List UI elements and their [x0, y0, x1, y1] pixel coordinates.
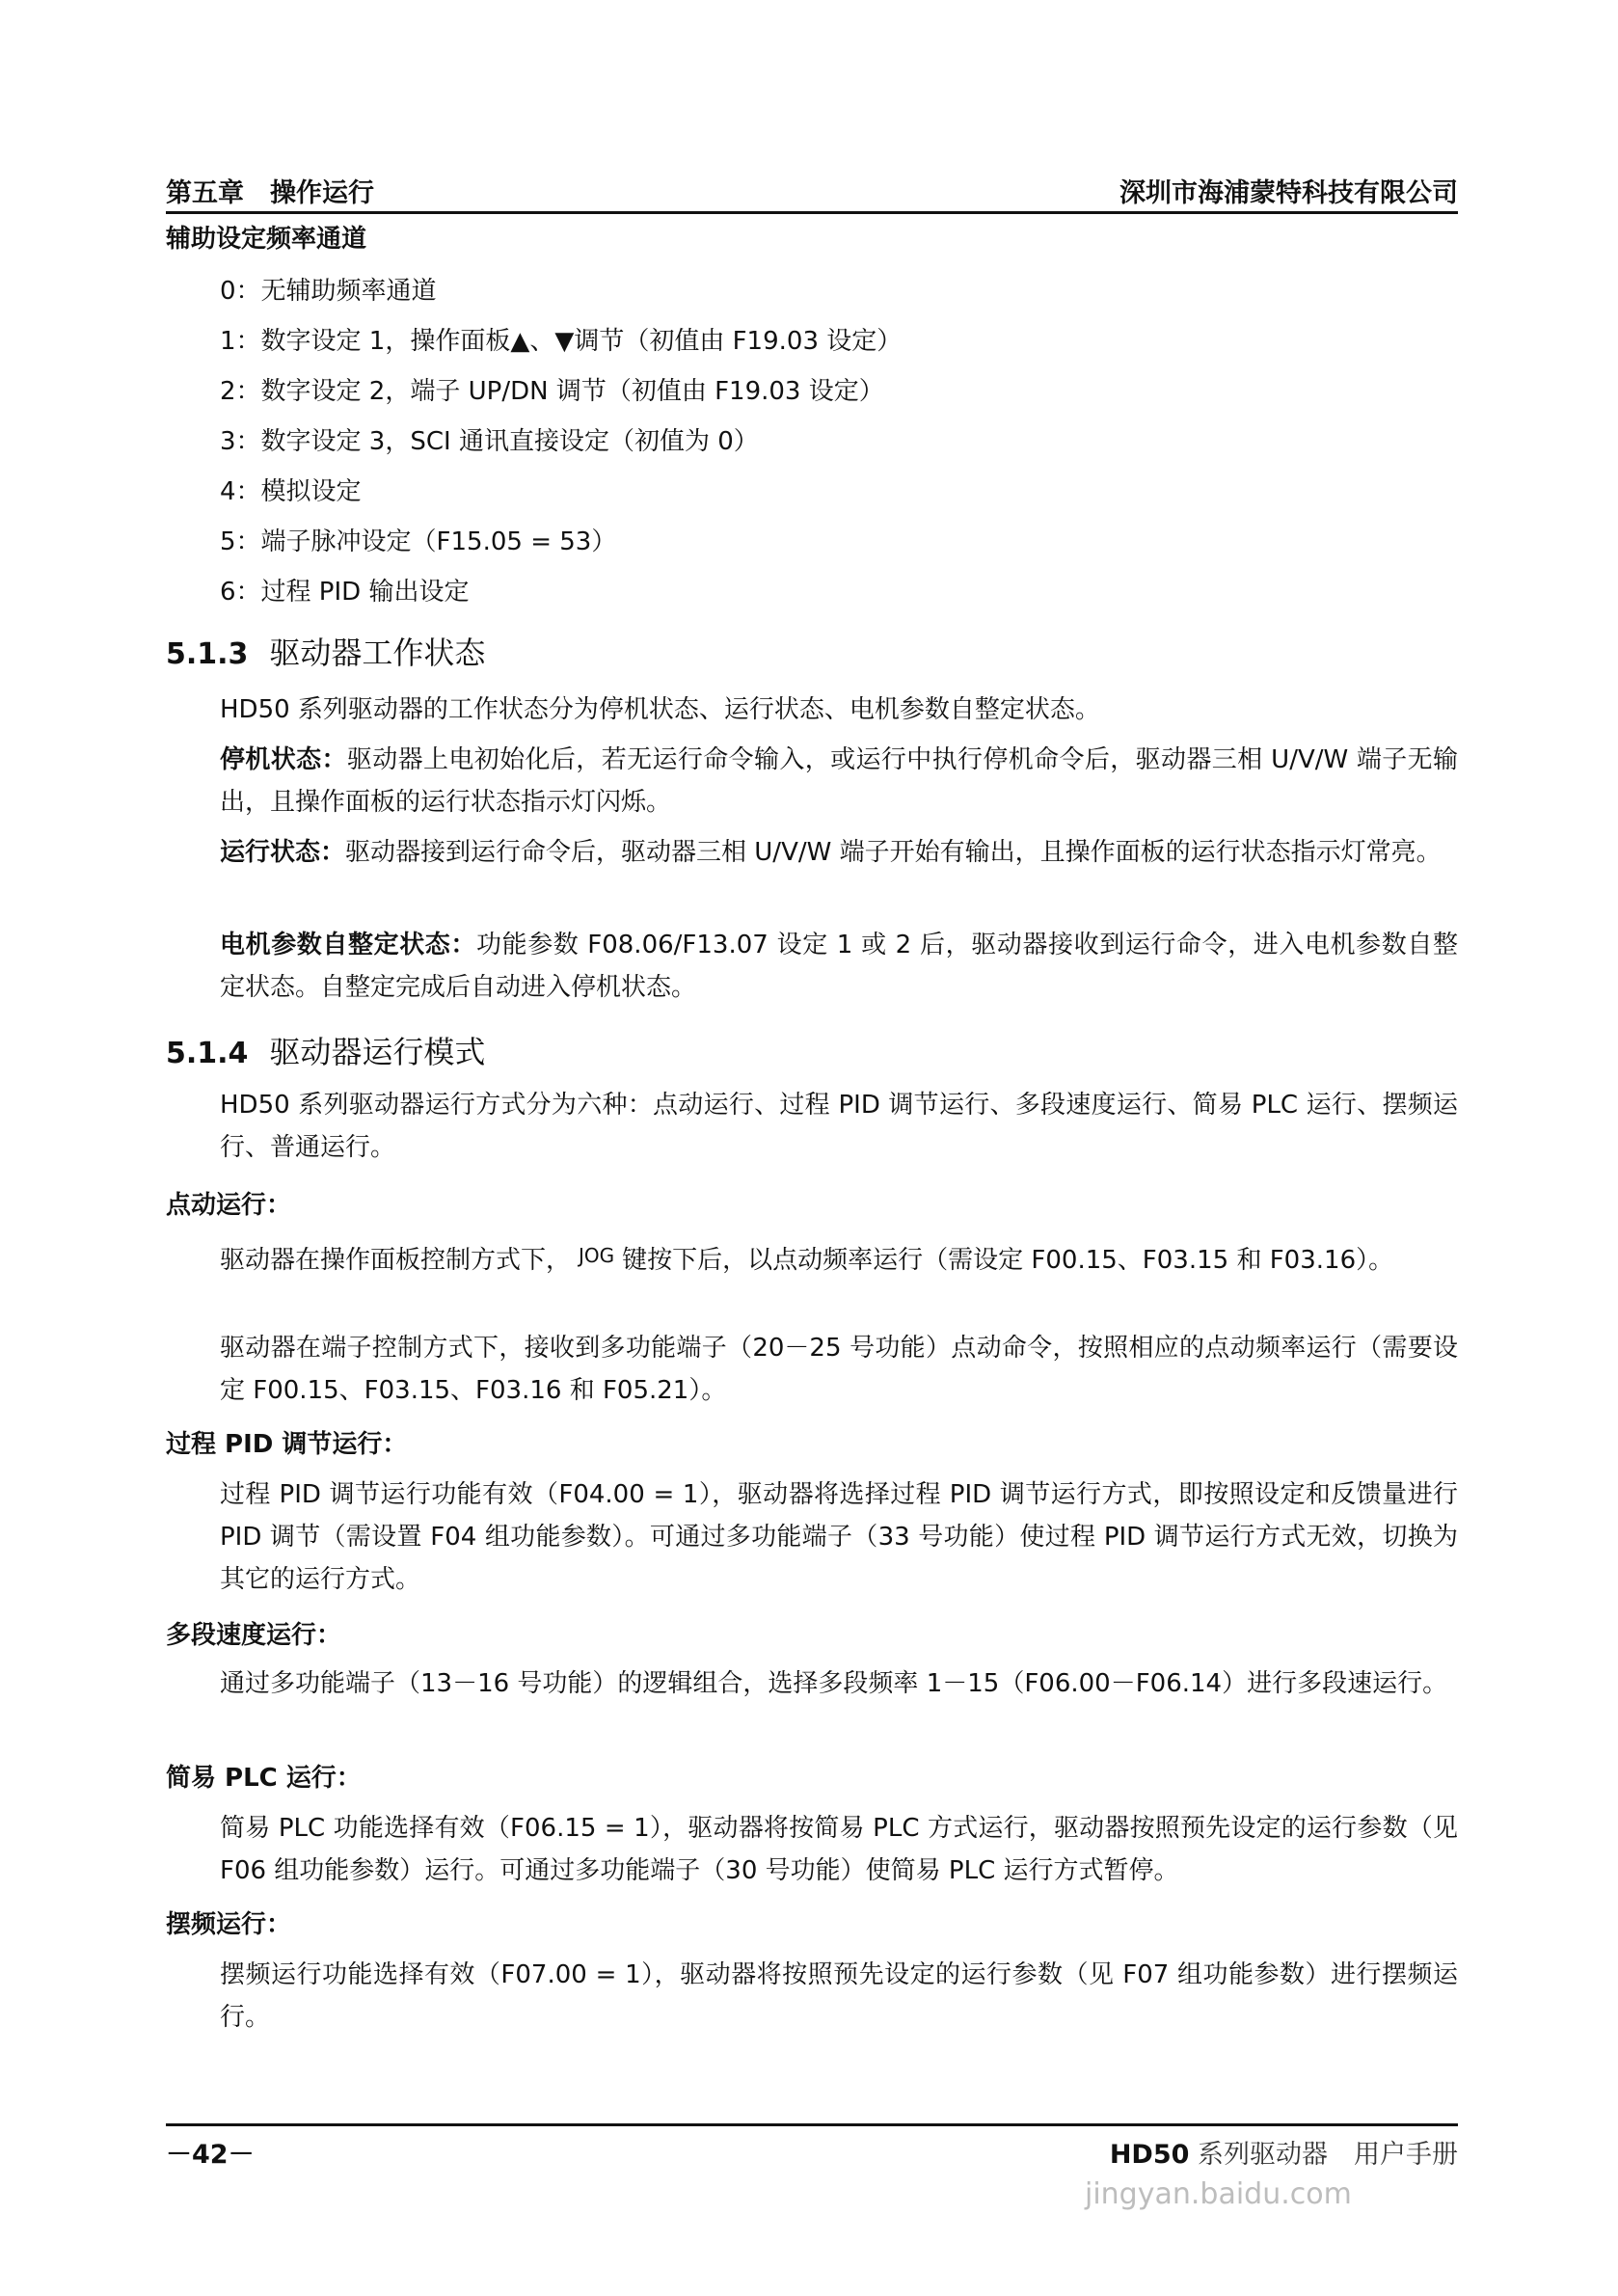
section-number: 5.1.3: [166, 637, 249, 671]
footer-rule: [166, 2123, 1458, 2126]
jog-paragraph-1: [220, 1234, 1458, 1282]
company-name: 深圳市海浦蒙特科技有限公司: [1119, 178, 1458, 208]
aux-item-0: 0：无辅助频率通道: [220, 277, 437, 306]
model-name: HD50: [1109, 2140, 1190, 2170]
chapter-title: 第五章 操作运行: [166, 178, 374, 208]
aux-item-2: 2：数字设定 2，端子 UP/DN 调节（初值由 F19.03 设定）: [220, 377, 884, 406]
aux-item-4: 4：模拟设定: [220, 477, 362, 506]
aux-item-3: 3：数字设定 3，SCI 通讯直接设定（初值为 0）: [220, 427, 759, 456]
pid-title: 过程 PID 调节运行：: [166, 1430, 408, 1459]
plc-paragraph: 简易 PLC 功能选择有效（F06.15 = 1），驱动器将按简易 PLC 方式运行，驱动器按照预先设定的运行参数（见 F06 组功能参数）运行。可通过多功能端子（30 号功能）使简易 PLC 运行方式暂停。: [220, 1814, 1458, 1885]
page-number: －42－: [166, 2140, 255, 2170]
aux-channel-title: 辅助设定频率通道: [166, 225, 367, 254]
wobble-title: 摆频运行：: [166, 1910, 292, 1939]
tune-status-text: 功能参数 F08.06/F13.07 设定 1 或 2 后，驱动器接收到运行命令，进入电机参数自整定状态。自整定完成后自动进入停机状态。: [220, 931, 1458, 1002]
manual-title: [1110, 2133, 1458, 2171]
run-status-paragraph: [220, 831, 1458, 874]
tune-status-paragraph: [220, 924, 1458, 1009]
jog-key-label: JOG: [579, 1244, 615, 1267]
stop-status-label: 停机状态：: [220, 745, 347, 774]
jog-title: 点动运行：: [166, 1191, 292, 1220]
section-title: 驱动器工作状态: [269, 635, 486, 671]
jog-text-pre: 驱动器在操作面板控制方式下，: [220, 1246, 572, 1275]
wobble-paragraph: 摆频运行功能选择有效（F07.00 = 1），驱动器将按照预先设定的运行参数（见 F07 组功能参数）进行摆频运行。: [220, 1960, 1458, 2032]
mode-intro: HD50 系列驱动器运行方式分为六种：点动运行、过程 PID 调节运行、多段速度运行、简易 PLC 运行、摆频运行、普通运行。: [220, 1091, 1458, 1162]
pid-paragraph: 过程 PID 调节运行功能有效（F04.00 = 1），驱动器将选择过程 PID 调节运行方式，即按照设定和反馈量进行 PID 调节（需设置 F04 组功能参数）。可通过多功能端子（33 号功能）使过程 PID 调节运行方式无效，切换为其它的运行方式。: [220, 1480, 1458, 1594]
header-rule: [166, 211, 1458, 214]
page-header: [166, 172, 1458, 212]
multi-speed-title: 多段速度运行：: [166, 1621, 342, 1650]
stop-status-paragraph: [220, 739, 1458, 824]
run-status-text: 驱动器接到运行命令后，驱动器三相 U/V/W 端子开始有输出，且操作面板的运行状态指示灯常亮。: [345, 838, 1442, 867]
status-intro: HD50 系列驱动器的工作状态分为停机状态、运行状态、电机参数自整定状态。: [220, 695, 1100, 724]
aux-item-6: 6：过程 PID 输出设定: [220, 578, 470, 607]
section-title: 驱动器运行模式: [269, 1034, 486, 1070]
multi-speed-paragraph: 通过多功能端子（13－16 号功能）的逻辑组合，选择多段频率 1－15（F06.00－F06.14）进行多段速运行。: [220, 1669, 1448, 1698]
section-number: 5.1.4: [166, 1037, 249, 1070]
plc-title: 简易 PLC 运行：: [166, 1764, 362, 1793]
section-5-1-4-heading: [166, 1028, 485, 1072]
jog-paragraph-2: 驱动器在端子控制方式下，接收到多功能端子（20－25 号功能）点动命令，按照相应的点动频率运行（需要设定 F00.15、F03.15、F03.16 和 F05.21）。: [220, 1334, 1458, 1405]
tune-status-label: 电机参数自整定状态：: [220, 931, 476, 959]
watermark-text: jingyan.baidu.com: [1085, 2177, 1352, 2211]
manual-name: 系列驱动器 用户手册: [1189, 2140, 1458, 2170]
stop-status-text: 驱动器上电初始化后，若无运行命令输入，或运行中执行停机命令后，驱动器三相 U/V/W 端子无输出，且操作面板的运行状态指示灯闪烁。: [220, 745, 1458, 817]
section-5-1-3-heading: [166, 629, 485, 673]
aux-item-5: 5：端子脉冲设定（F15.05 = 53）: [220, 527, 617, 556]
jog-text-post: 键按下后，以点动频率运行（需设定 F00.15、F03.15 和 F03.16）。: [622, 1246, 1394, 1275]
aux-item-1: 1：数字设定 1，操作面板▲、▼调节（初值由 F19.03 设定）: [220, 327, 903, 356]
run-status-label: 运行状态：: [220, 838, 346, 867]
